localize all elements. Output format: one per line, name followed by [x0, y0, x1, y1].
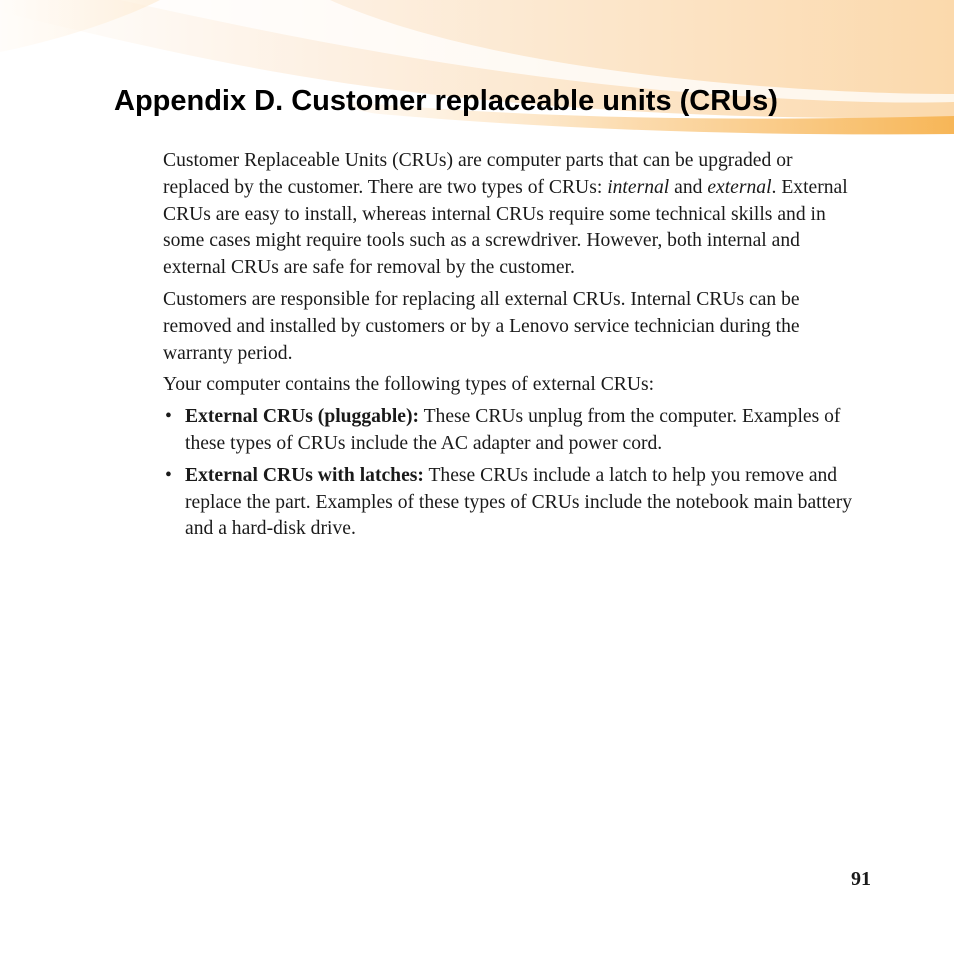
- page-number: 91: [851, 868, 871, 890]
- list-item-heading: External CRUs with latches:: [185, 464, 424, 486]
- intro-text-end: . External CRUs are easy to install, whereas internal CRUs require some technical skills and in some cases might require tools such as a screwdriver. However, both internal and external CRUs are safe for removal by the customer.: [163, 176, 848, 279]
- main-content: [163, 148, 863, 548]
- conjunction-and: and: [669, 176, 708, 198]
- term-internal: internal: [607, 176, 670, 198]
- list-item-text: These CRUs include a latch to help you remove and replace the part. Examples of these types of CRUs include the notebook main battery and a hard-disk drive.: [185, 464, 853, 540]
- responsibility-paragraph: Customers are responsible for replacing all external CRUs. Internal CRUs can be removed and installed by customers or by a Lenovo service technician during the warranty period.: [163, 288, 800, 364]
- term-external: external: [707, 176, 772, 198]
- list-item: [163, 463, 863, 543]
- list-item-heading: External CRUs (pluggable):: [185, 406, 420, 428]
- bullet-marker: •: [165, 406, 172, 428]
- list-item: [163, 404, 863, 458]
- intro-text-start: Customer Replaceable Units (CRUs) are computer parts that can be upgraded or replaced by the customer. There are two types of CRUs:: [163, 150, 793, 198]
- page-title: Appendix D. Customer replaceable units (CRUs): [114, 85, 778, 117]
- bullet-marker: •: [165, 464, 172, 486]
- cru-types-list: [163, 404, 863, 543]
- list-item-text: These CRUs unplug from the computer. Examples of these types of CRUs include the AC adapter and power cord.: [185, 406, 841, 454]
- types-intro-paragraph: Your computer contains the following types of external CRUs:: [163, 374, 655, 396]
- intro-paragraph: [163, 148, 863, 282]
- header-swoosh-decoration: [0, 0, 954, 140]
